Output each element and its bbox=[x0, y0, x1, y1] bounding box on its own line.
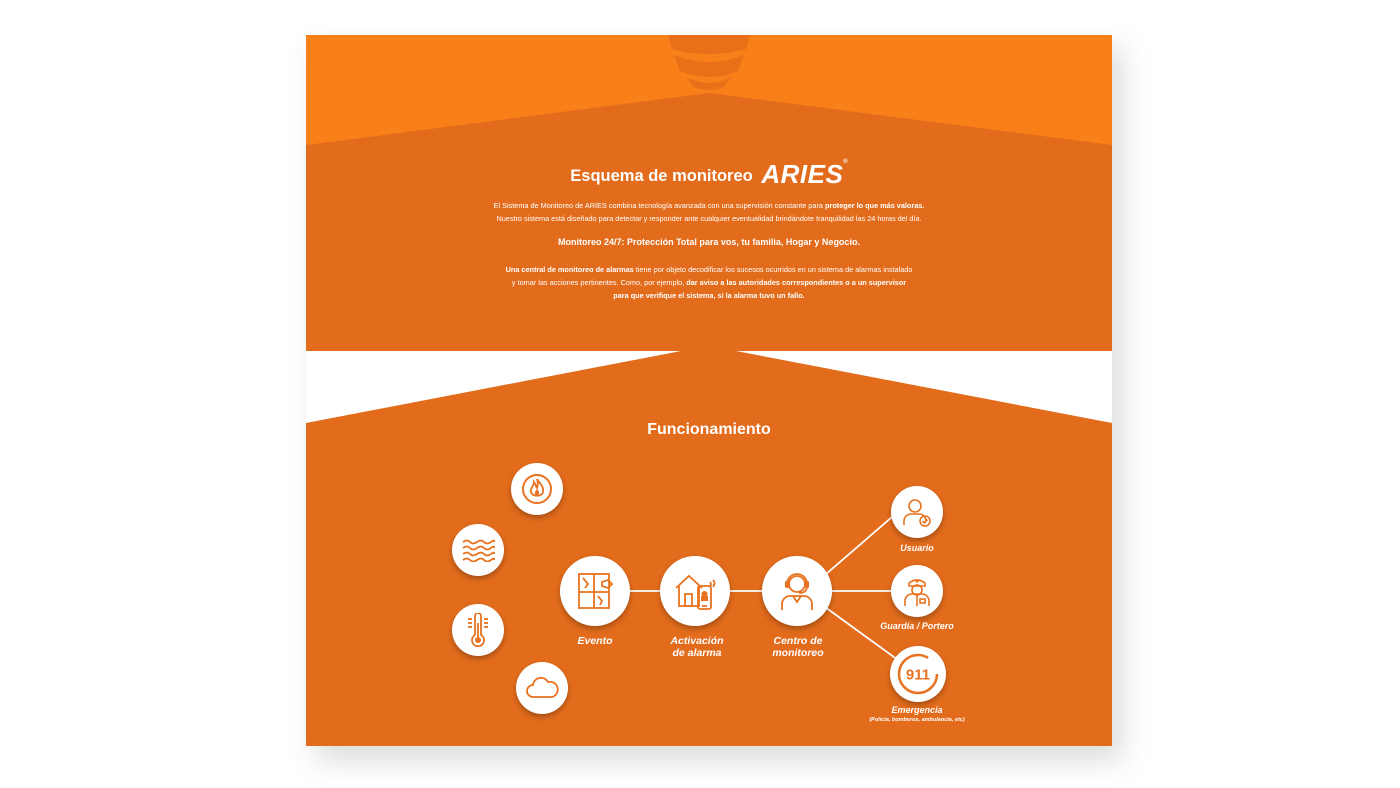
caption-activacion-line-1: Activación bbox=[670, 635, 724, 647]
central-line-3-bold: para que verifique el sistema, si la alarma tuvo un fallo. bbox=[613, 291, 805, 300]
caption-centro-line-1: Centro de bbox=[773, 635, 823, 647]
central-line-1: tiene por objeto decodificar los sucesos ocurridos en un sistema de alarmas instalado bbox=[635, 265, 913, 274]
central-line-2: y tomar las acciones pertinentes. Como, por ejemplo, bbox=[511, 278, 685, 287]
fire-icon bbox=[511, 463, 563, 515]
operator-headset-icon bbox=[762, 556, 832, 626]
cloud-icon bbox=[516, 662, 568, 714]
caption-centro bbox=[738, 636, 858, 659]
house-phone-alarm-icon bbox=[660, 556, 730, 626]
intro-paragraph bbox=[306, 199, 1112, 225]
caption-activacion-line-2: de alarma bbox=[672, 646, 722, 659]
central-bold: Una central de monitoreo de alarmas bbox=[505, 265, 634, 274]
emergency-badge: 911 bbox=[905, 666, 931, 684]
caption-emergencia: Emergencia bbox=[891, 705, 943, 715]
caption-centro-line-2: monitoreo bbox=[772, 646, 824, 659]
caption-emergencia-note: (Policía, bomberos, ambulancia, etc) bbox=[869, 717, 965, 723]
central-line-2-bold: dar aviso a las autoridades correspondientes o a un supervisor bbox=[686, 278, 907, 287]
caption-usuario: Usuario bbox=[900, 543, 934, 553]
waves-icon bbox=[452, 524, 504, 576]
aries-logo: ARIES bbox=[761, 159, 844, 189]
tagline: Monitoreo 24/7: Protección Total para vos, tu familia, Hogar y Negocio. bbox=[558, 237, 860, 247]
guard-icon bbox=[891, 565, 943, 617]
poster bbox=[306, 35, 1112, 746]
central-paragraph bbox=[306, 263, 1112, 302]
registered-mark: ® bbox=[843, 159, 848, 165]
intro-line-2: Nuestro sistema está diseñado para detectar y responder ante cualquier eventualidad brindándote tranquilidad las 24 horas del día. bbox=[496, 214, 922, 223]
page-title bbox=[306, 159, 1112, 190]
caption-guardia: Guardia / Portero bbox=[880, 621, 954, 631]
title-text: Esquema de monitoreo bbox=[570, 167, 753, 185]
caption-evento: Evento bbox=[577, 635, 613, 647]
user-check-icon bbox=[891, 486, 943, 538]
intro-line-1-bold: proteger lo que más valoras. bbox=[825, 201, 925, 210]
emergency-911-icon bbox=[890, 646, 946, 702]
broken-window-icon bbox=[560, 556, 630, 626]
section-heading: Funcionamiento bbox=[647, 421, 771, 438]
intro-line-1: El Sistema de Monitoreo de ARIES combina tecnología avanzada con una supervisión constante para bbox=[493, 201, 823, 210]
thermometer-icon bbox=[452, 604, 504, 656]
